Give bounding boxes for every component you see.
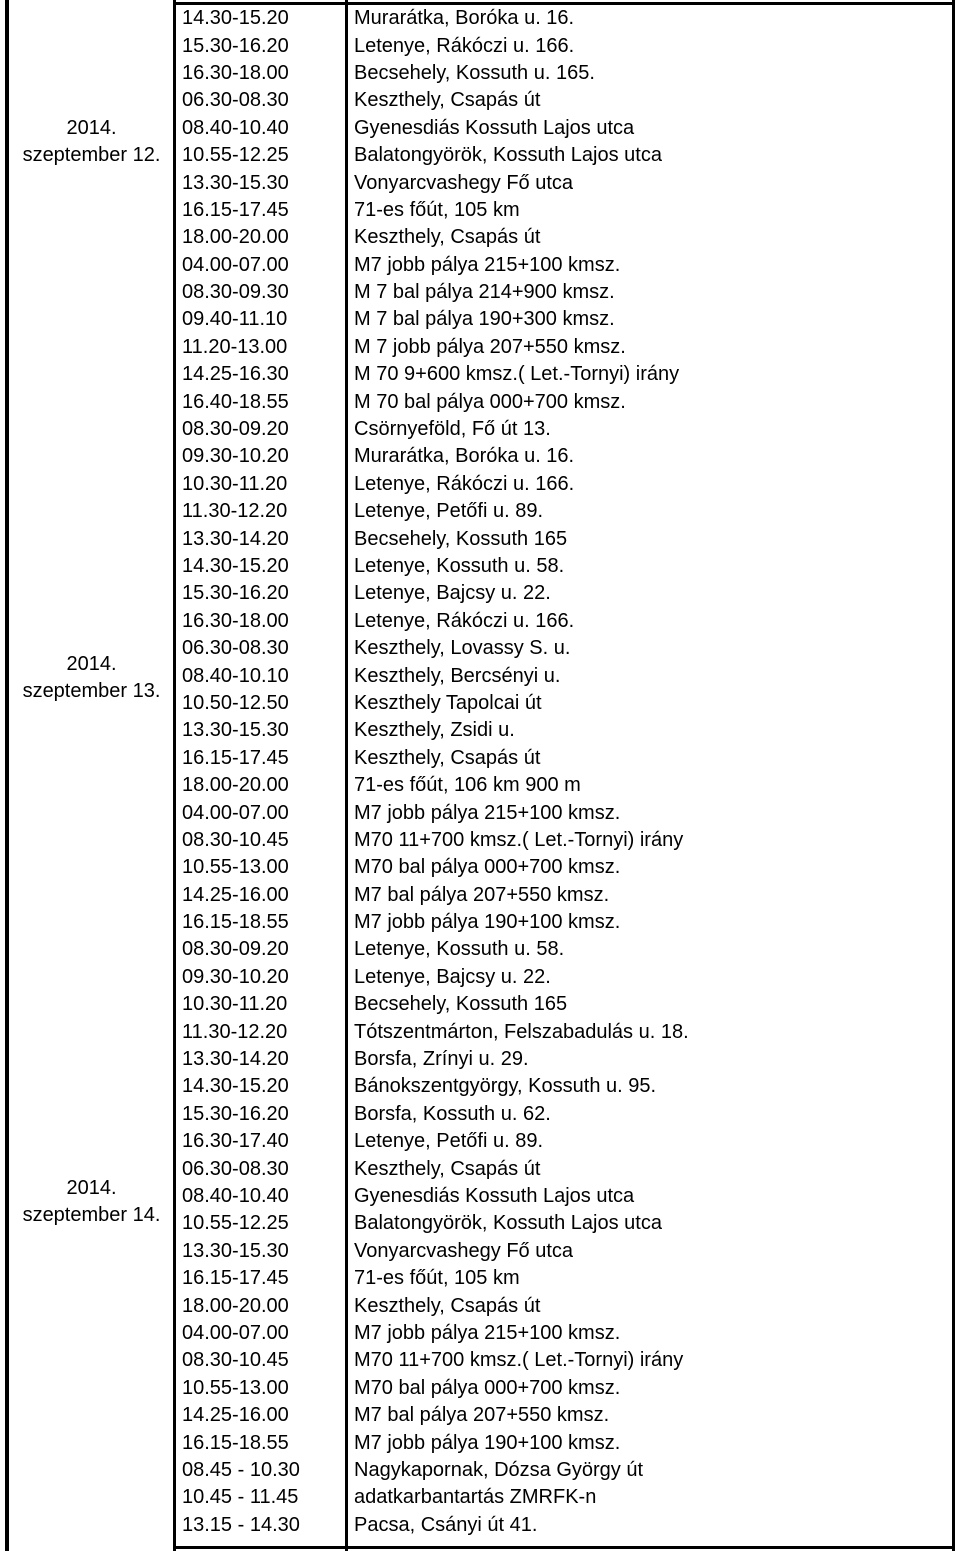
location-cell: Murarátka, Boróka u. 16. — [354, 7, 575, 30]
time-cell: 08.45 - 10.30 — [182, 1458, 300, 1481]
date-day: szeptember 14. — [22, 1204, 161, 1226]
left-border-line — [5, 0, 9, 1551]
table-row — [176, 772, 952, 799]
table-row — [176, 1155, 952, 1182]
time-cell: 15.30-16.20 — [182, 1102, 289, 1125]
table-row — [176, 1292, 952, 1319]
location-cell: M7 bal pálya 207+550 kmsz. — [354, 1404, 610, 1427]
time-cell: 04.00-07.00 — [182, 801, 289, 824]
time-cell: 14.30-15.20 — [182, 1075, 289, 1098]
table-row — [176, 1402, 952, 1429]
location-cell: Vonyarcvashegy Fő utca — [354, 171, 574, 194]
table-row — [176, 1128, 952, 1155]
table-row — [176, 498, 952, 525]
time-cell: 11.30-12.20 — [182, 500, 288, 523]
time-cell: 08.30-09.20 — [182, 418, 289, 441]
location-cell: adatkarbantartás ZMRFK-n — [354, 1486, 597, 1509]
location-cell: Keszthely, Csapás út — [354, 89, 541, 112]
location-cell: Keszthely Tapolcai út — [354, 691, 542, 714]
location-cell: Keszthely, Lovassy S. u. — [354, 637, 571, 660]
table-row — [176, 799, 952, 826]
time-cell: 08.30-10.45 — [182, 828, 289, 851]
time-cell: 13.30-15.30 — [182, 1239, 289, 1262]
location-cell: Keszthely, Zsidi u. — [354, 719, 515, 742]
table-row — [176, 1265, 952, 1292]
table-row — [176, 1429, 952, 1456]
time-cell: 10.55-13.00 — [182, 856, 289, 879]
table-row — [176, 5, 952, 32]
location-cell: Csörnyeföld, Fő út 13. — [354, 418, 551, 441]
location-cell: Borsfa, Zrínyi u. 29. — [354, 1048, 529, 1071]
location-cell: M 7 jobb pálya 207+550 kmsz. — [354, 335, 626, 358]
time-cell: 08.30-09.20 — [182, 938, 289, 961]
time-cell: 06.30-08.30 — [182, 89, 289, 112]
time-cell: 16.30-18.00 — [182, 609, 289, 632]
location-cell: Balatongyörök, Kossuth Lajos utca — [354, 144, 662, 167]
date-day: szeptember 13. — [22, 680, 161, 702]
location-cell: 71-es főút, 105 km — [354, 1267, 520, 1290]
time-cell: 09.40-11.10 — [182, 308, 288, 331]
table-row — [176, 882, 952, 909]
table-row — [176, 252, 952, 279]
table-row — [176, 1457, 952, 1484]
table-row — [176, 717, 952, 744]
location-cell: Balatongyörök, Kossuth Lajos utca — [354, 1212, 662, 1235]
table-row — [176, 279, 952, 306]
location-cell: Letenye, Rákóczi u. 166. — [354, 34, 575, 57]
location-cell: Vonyarcvashegy Fő utca — [354, 1239, 574, 1262]
location-cell: M7 jobb pálya 215+100 kmsz. — [354, 253, 621, 276]
time-cell: 14.25-16.00 — [182, 883, 289, 906]
time-cell: 15.30-16.20 — [182, 582, 289, 605]
table-row — [176, 525, 952, 552]
table-row — [176, 1347, 952, 1374]
location-cell: Gyenesdiás Kossuth Lajos utca — [354, 1184, 635, 1207]
table-row — [176, 169, 952, 196]
time-cell: 14.30-15.20 — [182, 555, 289, 577]
location-cell: Tótszentmárton, Felszabadulás u. 18. — [354, 1020, 689, 1043]
table-row — [176, 60, 952, 87]
table-row — [176, 745, 952, 772]
location-cell: 71-es főút, 105 km — [354, 198, 520, 221]
table-row — [176, 388, 952, 415]
location-cell: M70 bal pálya 000+700 kmsz. — [354, 1376, 621, 1399]
time-cell: 14.30-15.20 — [182, 7, 289, 30]
time-cell: 04.00-07.00 — [182, 253, 289, 276]
location-cell: 71-es főút, 106 km 900 m — [354, 774, 581, 797]
table-row — [176, 964, 952, 991]
date-year: 2014. — [66, 653, 117, 675]
location-cell: Becsehely, Kossuth u. 165. — [354, 61, 595, 84]
location-cell: M70 11+700 kmsz.( Let.-Tornyi) irány — [354, 1349, 684, 1372]
time-cell: 18.00-20.00 — [182, 774, 289, 797]
date-year: 2014. — [66, 1177, 117, 1199]
table-row — [176, 1018, 952, 1045]
time-cell: 11.30-12.20 — [182, 1020, 288, 1043]
location-cell: Letenye, Petőfi u. 89. — [354, 500, 544, 523]
table-row — [176, 197, 952, 224]
date-day: szeptember 12. — [22, 144, 161, 166]
table-row — [176, 142, 952, 169]
location-cell: M7 jobb pálya 215+100 kmsz. — [354, 1321, 621, 1344]
location-cell: Pacsa, Csányi út 41. — [354, 1513, 538, 1536]
time-cell: 09.30-10.20 — [182, 445, 289, 468]
time-cell: 13.15 - 14.30 — [182, 1513, 300, 1536]
time-cell: 10.30-11.20 — [182, 993, 288, 1016]
table-row — [176, 608, 952, 635]
table-row — [176, 1210, 952, 1237]
table-row — [176, 334, 952, 361]
location-cell: M 70 9+600 kmsz.( Let.-Tornyi) irány — [354, 363, 680, 386]
location-cell: Keszthely, Csapás út — [354, 1294, 541, 1317]
date-year: 2014. — [66, 117, 117, 139]
location-cell: Murarátka, Boróka u. 16. — [354, 445, 575, 468]
schedule-rows — [176, 5, 952, 1539]
location-cell: Borsfa, Kossuth u. 62. — [354, 1102, 551, 1125]
time-cell: 08.30-09.30 — [182, 281, 289, 304]
location-cell: Keszthely, Csapás út — [354, 1157, 541, 1180]
time-cell: 10.50-12.50 — [182, 691, 289, 714]
table-row — [176, 1484, 952, 1511]
time-cell: 06.30-08.30 — [182, 1157, 289, 1180]
time-cell: 16.30-18.00 — [182, 61, 289, 84]
location-cell: Gyenesdiás Kossuth Lajos utca — [354, 116, 635, 139]
table-row — [176, 1511, 952, 1538]
location-cell: Letenye, Bajcsy u. 22. — [354, 582, 551, 605]
table-row — [176, 635, 952, 662]
table-row — [176, 306, 952, 333]
time-cell: 18.00-20.00 — [182, 1294, 289, 1317]
time-cell: 06.30-08.30 — [182, 637, 289, 660]
location-cell: Keszthely, Csapás út — [354, 746, 541, 769]
time-cell: 13.30-15.30 — [182, 719, 289, 742]
location-cell: Letenye, Bajcsy u. 22. — [354, 965, 551, 988]
time-cell: 16.15-17.45 — [182, 198, 289, 221]
time-cell: 08.40-10.10 — [182, 664, 289, 687]
location-cell: Becsehely, Kossuth 165 — [354, 993, 568, 1016]
location-cell: M7 jobb pálya 215+100 kmsz. — [354, 801, 621, 824]
table-row — [176, 553, 952, 580]
location-cell: Letenye, Rákóczi u. 166. — [354, 472, 575, 495]
table-row — [176, 936, 952, 963]
right-border-line — [952, 0, 955, 1551]
time-cell: 13.30-14.20 — [182, 1048, 289, 1071]
table-row — [176, 991, 952, 1018]
table-row — [176, 1320, 952, 1347]
time-cell: 16.15-17.45 — [182, 746, 289, 769]
location-cell: Becsehely, Kossuth 165 — [354, 527, 568, 550]
location-cell: Letenye, Kossuth u. 58. — [354, 555, 565, 577]
table-row — [176, 361, 952, 388]
date-label-sept-14 — [10, 1175, 173, 1229]
location-cell: M7 jobb pálya 190+100 kmsz. — [354, 911, 621, 934]
time-cell: 13.30-14.20 — [182, 527, 289, 550]
location-cell: Letenye, Petőfi u. 89. — [354, 1130, 544, 1153]
time-cell: 08.30-10.45 — [182, 1349, 289, 1372]
table-row — [176, 1101, 952, 1128]
table-row — [176, 662, 952, 689]
location-cell: Keszthely, Csapás út — [354, 226, 541, 249]
table-row — [176, 580, 952, 607]
time-cell: 08.40-10.40 — [182, 1184, 289, 1207]
time-cell: 15.30-16.20 — [182, 34, 289, 57]
location-cell: Nagykapornak, Dózsa György út — [354, 1458, 644, 1481]
table-row — [176, 224, 952, 251]
time-cell: 10.45 - 11.45 — [182, 1486, 299, 1509]
location-cell: Letenye, Kossuth u. 58. — [354, 938, 565, 961]
location-cell: Bánokszentgyörgy, Kossuth u. 95. — [354, 1075, 657, 1098]
table-row — [176, 1073, 952, 1100]
time-cell: 13.30-15.30 — [182, 171, 289, 194]
table-row — [176, 416, 952, 443]
location-cell: M 7 bal pálya 190+300 kmsz. — [354, 308, 615, 331]
time-cell: 08.40-10.40 — [182, 116, 289, 139]
location-cell: M7 jobb pálya 190+100 kmsz. — [354, 1431, 621, 1454]
table-row — [176, 32, 952, 59]
table-row — [176, 1375, 952, 1402]
time-cell: 16.15-18.55 — [182, 911, 289, 934]
time-cell: 18.00-20.00 — [182, 226, 289, 249]
time-cell: 10.55-12.25 — [182, 1212, 289, 1235]
table-row — [176, 909, 952, 936]
table-row — [176, 115, 952, 142]
time-cell: 10.30-11.20 — [182, 472, 288, 495]
time-cell: 11.20-13.00 — [182, 335, 288, 358]
table-row — [176, 854, 952, 881]
table-row — [176, 443, 952, 470]
location-cell: M70 bal pálya 000+700 kmsz. — [354, 856, 621, 879]
table-row — [176, 1046, 952, 1073]
time-cell: 10.55-12.25 — [182, 144, 289, 167]
time-cell: 14.25-16.00 — [182, 1404, 289, 1427]
time-cell: 16.30-17.40 — [182, 1130, 289, 1153]
time-cell: 16.15-17.45 — [182, 1267, 289, 1290]
bottom-border-line — [173, 1546, 955, 1549]
date-label-sept-13 — [10, 651, 173, 705]
time-cell: 09.30-10.20 — [182, 965, 289, 988]
time-cell: 04.00-07.00 — [182, 1321, 289, 1344]
table-row — [176, 471, 952, 498]
time-cell: 16.40-18.55 — [182, 390, 289, 413]
table-row — [176, 87, 952, 114]
table-row — [176, 827, 952, 854]
time-cell: 16.15-18.55 — [182, 1431, 289, 1454]
date-label-sept-12 — [10, 115, 173, 169]
time-cell: 14.25-16.30 — [182, 363, 289, 386]
table-row — [176, 1238, 952, 1265]
location-cell: M 70 bal pálya 000+700 kmsz. — [354, 390, 626, 413]
time-cell: 10.55-13.00 — [182, 1376, 289, 1399]
location-cell: Letenye, Rákóczi u. 166. — [354, 609, 575, 632]
location-cell: M70 11+700 kmsz.( Let.-Tornyi) irány — [354, 828, 684, 851]
location-cell: M 7 bal pálya 214+900 kmsz. — [354, 281, 615, 304]
location-cell: M7 bal pálya 207+550 kmsz. — [354, 883, 610, 906]
table-row — [176, 1183, 952, 1210]
location-cell: Keszthely, Bercsényi u. — [354, 664, 561, 687]
table-row — [176, 690, 952, 717]
